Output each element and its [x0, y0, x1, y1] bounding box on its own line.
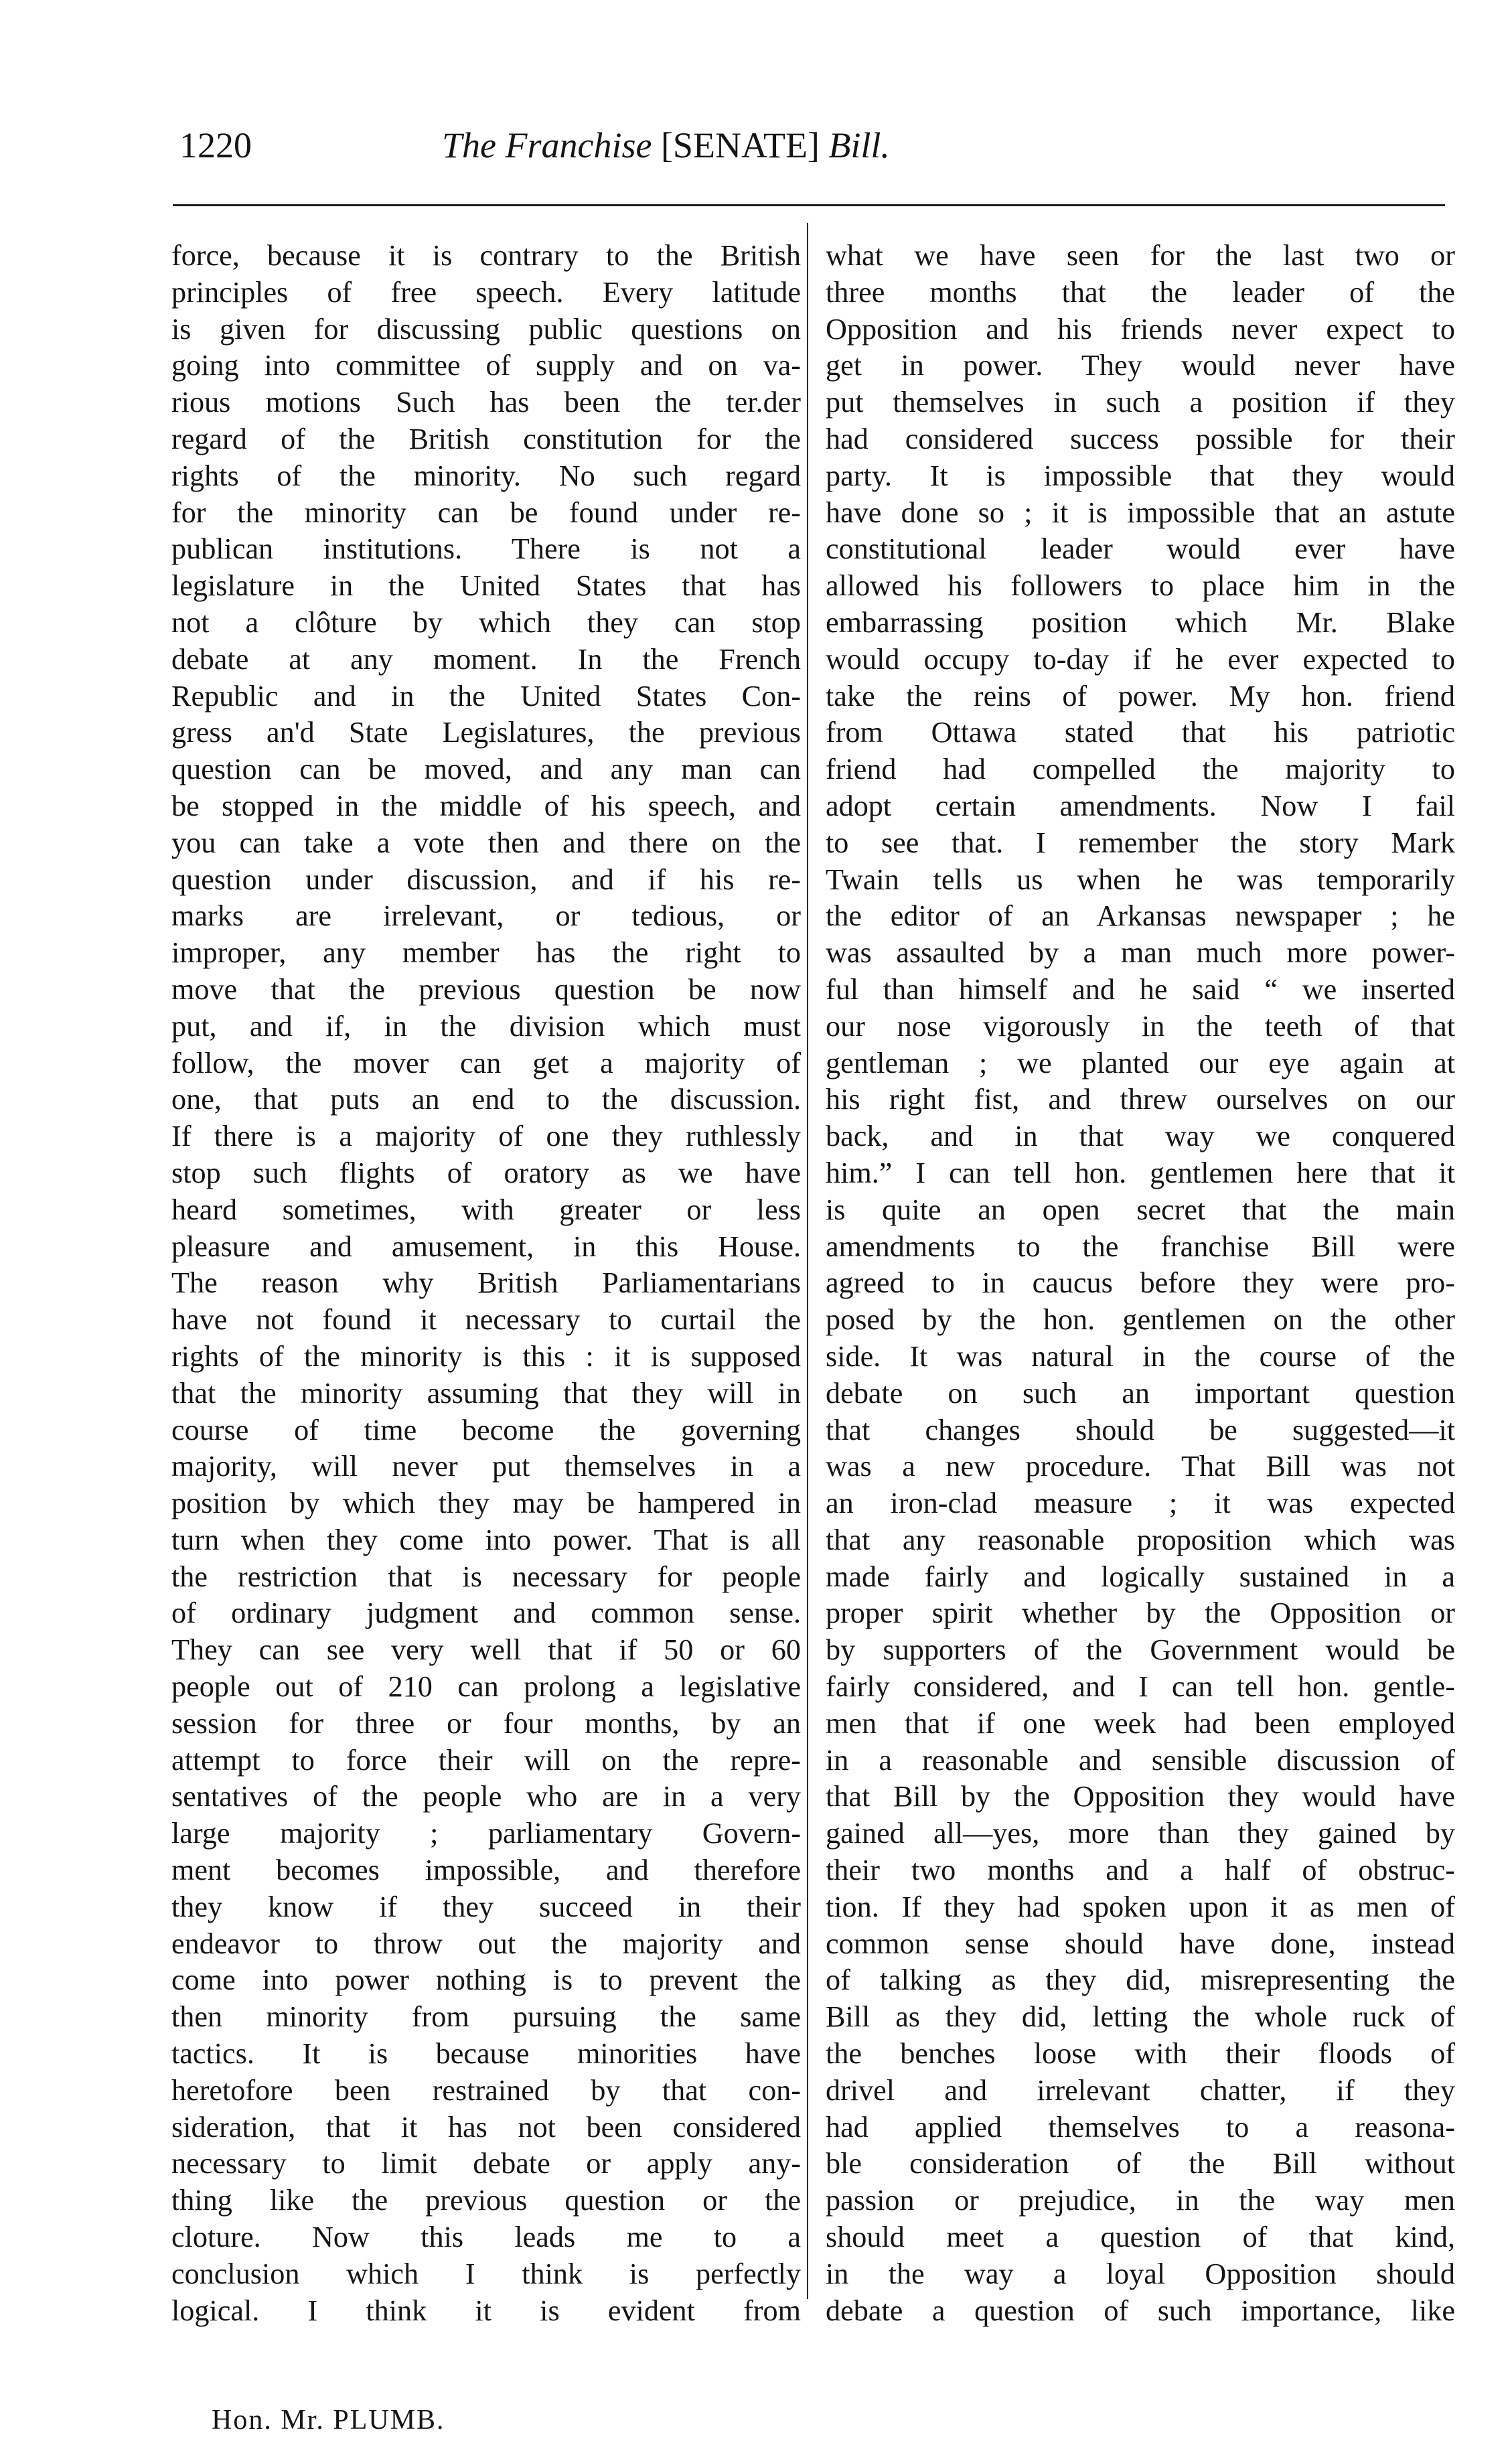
text-line: rights of the minority is this : it is supposed [171, 1339, 801, 1373]
text-line: going into committee of supply and on va- [171, 349, 801, 382]
text-line: principles of free speech. Every latitude [171, 275, 801, 309]
text-line: publican institutions. There is not a [171, 532, 801, 566]
text-line: improper, any member has the right to [171, 936, 801, 970]
text-line: from Ottawa stated that his patriotic [826, 716, 1455, 749]
text-line: amendments to the franchise Bill were [826, 1230, 1455, 1263]
text-line: is quite an open secret that the main [826, 1193, 1455, 1226]
text-line: course of time become the governing [171, 1413, 801, 1446]
text-line: ment becomes impossible, and therefore [171, 1854, 801, 1887]
text-line: passion or prejudice, in the way men [826, 2184, 1455, 2217]
text-line: put themselves in such a position if they [826, 386, 1455, 419]
text-line: not a clôture by which they can stop [171, 605, 801, 639]
text-line: ful than himself and he said “ we inserted [826, 972, 1455, 1006]
speaker-footer: Hon. Mr. PLUMB. [212, 2405, 445, 2436]
text-line: was assaulted by a man much more power- [826, 936, 1455, 970]
text-line: be stopped in the middle of his speech, and [171, 789, 801, 822]
text-line: that the minority assuming that they will in [171, 1376, 801, 1410]
text-line: our nose vigorously in the teeth of that [826, 1009, 1455, 1043]
text-line: constitutional leader would ever have [826, 532, 1455, 566]
text-line: get in power. They would never have [826, 349, 1455, 382]
text-line: him.” I can tell hon. gentlemen here that it [826, 1156, 1455, 1189]
text-line: adopt certain amendments. Now I fail [826, 789, 1455, 822]
page-number: 1220 [179, 125, 252, 165]
text-line: debate at any moment. In the French [171, 642, 801, 676]
text-line: large majority ; parliamentary Govern- [171, 1817, 801, 1850]
text-line: was a new procedure. That Bill was not [826, 1450, 1455, 1483]
text-line: fairly considered, and I can tell hon. gentle- [826, 1670, 1455, 1704]
text-line: follow, the mover can get a majority of [171, 1046, 801, 1079]
text-line: posed by the hon. gentlemen on the other [826, 1303, 1455, 1337]
text-line: turn when they come into power. That is all [171, 1523, 801, 1556]
title-right: Bill. [828, 125, 890, 165]
text-line: majority, will never put themselves in a [171, 1450, 801, 1483]
text-line: Opposition and his friends never expect to [826, 312, 1455, 346]
text-line: have not found it necessary to curtail the [171, 1303, 801, 1337]
text-line: put, and if, in the division which must [171, 1009, 801, 1043]
text-line: of ordinary judgment and common sense. [171, 1596, 801, 1630]
text-line: rious motions Such has been the ter.der [171, 386, 801, 419]
text-line: If there is a majority of one they ruthlessly [171, 1120, 801, 1153]
text-line: Twain tells us when he was temporarily [826, 863, 1455, 896]
text-line: that any reasonable proposition which was [826, 1523, 1455, 1556]
title-mid: [SENATE] [660, 125, 820, 165]
text-line: their two months and a half of obstruc- [826, 1854, 1455, 1887]
text-line: one, that puts an end to the discussion. [171, 1083, 801, 1116]
text-line: the editor of an Arkansas newspaper ; he [826, 899, 1455, 933]
text-line: sentatives of the people who are in a very [171, 1780, 801, 1813]
text-line: made fairly and logically sustained in a [826, 1560, 1455, 1593]
text-line: people out of 210 can prolong a legislative [171, 1670, 801, 1704]
text-line: that Bill by the Opposition they would have [826, 1780, 1455, 1813]
text-line: by supporters of the Government would be [826, 1633, 1455, 1667]
text-line: tion. If they had spoken upon it as men of [826, 1890, 1455, 1923]
text-line: come into power nothing is to prevent the [171, 1963, 801, 1997]
text-line: they know if they succeed in their [171, 1890, 801, 1923]
text-line: what we have seen for the last two or [826, 239, 1455, 272]
text-line: embarrassing position which Mr. Blake [826, 605, 1455, 639]
text-line: back, and in that way we conquered [826, 1120, 1455, 1153]
text-line: position by which they may be hampered in [171, 1487, 801, 1520]
text-line: had considered success possible for their [826, 422, 1455, 455]
text-line: to see that. I remember the story Mark [826, 826, 1455, 859]
text-line: should meet a question of that kind, [826, 2221, 1455, 2254]
text-line: allowed his followers to place him in the [826, 569, 1455, 603]
text-line: ble consideration of the Bill without [826, 2147, 1455, 2180]
text-line: then minority from pursuing the same [171, 2000, 801, 2034]
text-line: cloture. Now this leads me to a [171, 2221, 801, 2254]
text-line: legislature in the United States that has [171, 569, 801, 603]
text-line: his right fist, and threw ourselves on our [826, 1083, 1455, 1116]
text-line: take the reins of power. My hon. friend [826, 679, 1455, 713]
text-line: endeavor to throw out the majority and [171, 1927, 801, 1960]
text-line: stop such flights of oratory as we have [171, 1156, 801, 1189]
text-line: session for three or four months, by an [171, 1706, 801, 1740]
running-title [442, 125, 890, 166]
text-line: is given for discussing public questions on [171, 312, 801, 346]
text-line: gained all—yes, more than they gained by [826, 1817, 1455, 1850]
text-line: logical. I think it is evident from [171, 2294, 801, 2327]
text-line: you can take a vote then and there on the [171, 826, 801, 859]
text-line: have done so ; it is impossible that an astute [826, 496, 1455, 529]
text-line: an iron-clad measure ; it was expected [826, 1487, 1455, 1520]
text-line: common sense should have done, instead [826, 1927, 1455, 1960]
running-header [0, 125, 1512, 171]
text-line: conclusion which I think is perfectly [171, 2257, 801, 2290]
text-line: debate a question of such importance, like [826, 2294, 1455, 2327]
text-line: Bill as they did, letting the whole ruck of [826, 2000, 1455, 2034]
text-line: marks are irrelevant, or tedious, or [171, 899, 801, 933]
text-line: sideration, that it has not been considered [171, 2110, 801, 2144]
title-left: The Franchise [442, 125, 652, 165]
text-line: move that the previous question be now [171, 972, 801, 1006]
text-line: would occupy to-day if he ever expected to [826, 642, 1455, 676]
left-column [171, 238, 801, 2327]
text-line: gress an'd State Legislatures, the previous [171, 716, 801, 749]
text-line: heard sometimes, with greater or less [171, 1193, 801, 1226]
text-line: rights of the minority. No such regard [171, 459, 801, 492]
text-line: three months that the leader of the [826, 275, 1455, 309]
text-line: side. It was natural in the course of the [826, 1339, 1455, 1373]
text-line: for the minority can be found under re- [171, 496, 801, 529]
header-rule [173, 204, 1445, 206]
text-line: had applied themselves to a reasona- [826, 2110, 1455, 2144]
text-line: Republic and in the United States Con- [171, 679, 801, 713]
text-line: attempt to force their will on the repre- [171, 1743, 801, 1777]
text-line: necessary to limit debate or apply any- [171, 2147, 801, 2180]
text-line: in the way a loyal Opposition should [826, 2257, 1455, 2290]
text-line: in a reasonable and sensible discussion of [826, 1743, 1455, 1777]
text-line: debate on such an important question [826, 1376, 1455, 1410]
column-divider [807, 223, 808, 2299]
text-line: gentleman ; we planted our eye again at [826, 1046, 1455, 1079]
text-line: the restriction that is necessary for people [171, 1560, 801, 1593]
text-line: The reason why British Parliamentarians [171, 1266, 801, 1300]
text-line: proper spirit whether by the Opposition or [826, 1596, 1455, 1630]
text-line: agreed to in caucus before they were pro- [826, 1266, 1455, 1300]
text-line: They can see very well that if 50 or 60 [171, 1633, 801, 1667]
text-line: men that if one week had been employed [826, 1706, 1455, 1740]
text-line: heretofore been restrained by that con- [171, 2073, 801, 2107]
text-line: pleasure and amusement, in this House. [171, 1230, 801, 1263]
text-line: drivel and irrelevant chatter, if they [826, 2073, 1455, 2107]
text-line: tactics. It is because minorities have [171, 2037, 801, 2071]
text-line: regard of the British constitution for the [171, 422, 801, 455]
right-column [826, 238, 1455, 2327]
text-line: force, because it is contrary to the British [171, 239, 801, 272]
text-line: that changes should be suggested—it [826, 1413, 1455, 1446]
text-line: of talking as they did, misrepresenting the [826, 1963, 1455, 1997]
text-line: party. It is impossible that they would [826, 459, 1455, 492]
text-line: thing like the previous question or the [171, 2184, 801, 2217]
text-line: the benches loose with their floods of [826, 2037, 1455, 2071]
text-line: friend had compelled the majority to [826, 753, 1455, 786]
text-line: question under discussion, and if his re- [171, 863, 801, 896]
text-line: question can be moved, and any man can [171, 753, 801, 786]
